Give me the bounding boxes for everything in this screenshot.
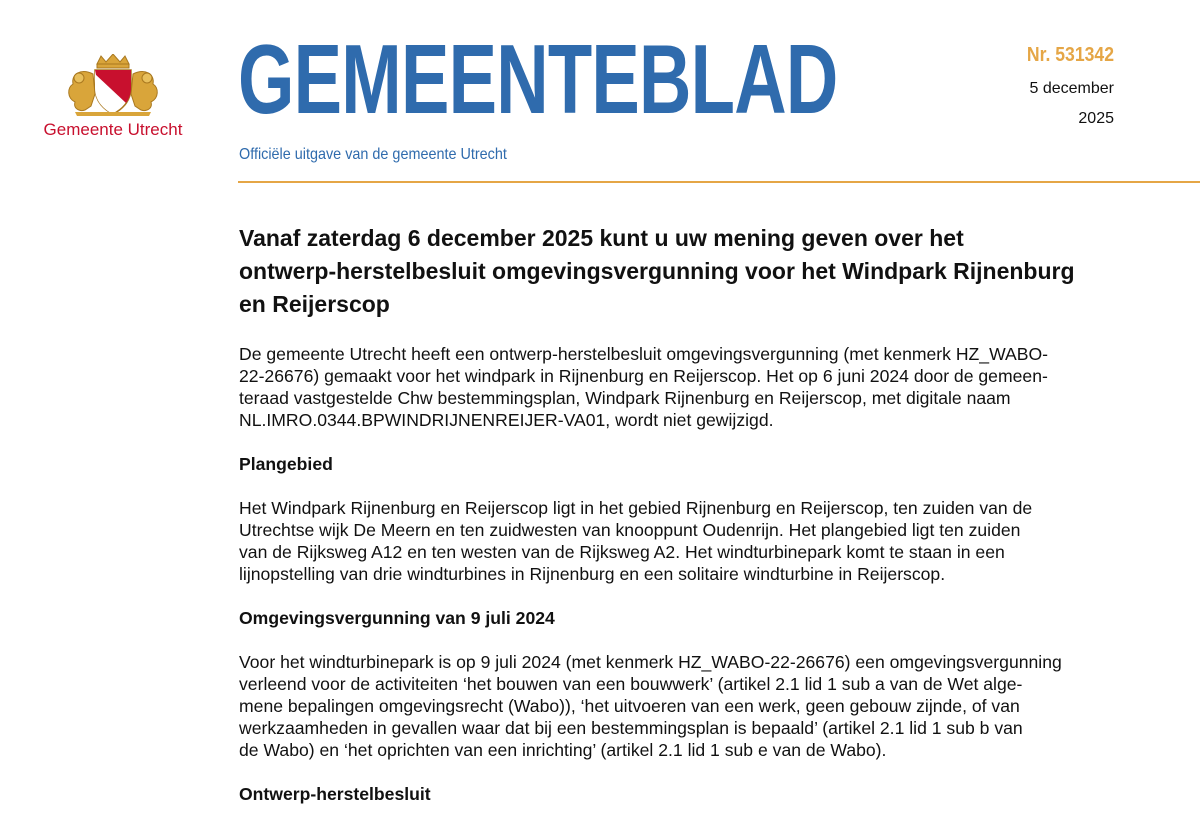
municipality-logo xyxy=(28,54,198,144)
masthead-subtitle: Officiële uitgave van de gemeente Utrecht xyxy=(239,146,507,163)
headline-line: en Reijerscop xyxy=(239,291,390,317)
section-heading-omgevingsvergunning: Omgevingsvergunning van 9 juli 2024 xyxy=(239,608,555,628)
paragraph-line: teraad vastgestelde Chw bestemmingsplan, Windpark Rijnenburg en Reijerscop, met digitale naam xyxy=(239,388,1011,408)
article-body xyxy=(239,222,1119,827)
headline-line: ontwerp-herstelbesluit omgevingsvergunning voor het Windpark Rijnenburg xyxy=(239,258,1075,284)
paragraph-line: Voor het windturbinepark is op 9 juli 2024 (met kenmerk HZ_WABO-22-26676) een omgevingsvergunning xyxy=(239,652,1062,672)
section-heading-plangebied: Plangebied xyxy=(239,454,333,474)
paragraph-line: Het Windpark Rijnenburg en Reijerscop ligt in het gebied Rijnenburg en Reijerscop, ten zuiden van de xyxy=(239,498,1033,518)
headline-line: Vanaf zaterdag 6 december 2025 kunt u uw mening geven over het xyxy=(239,225,964,251)
header-divider xyxy=(238,181,1200,183)
issue-number: Nr. 531342 xyxy=(1026,44,1114,66)
plangebied-paragraph xyxy=(239,497,1119,585)
paragraph-line: De gemeente Utrecht heeft een ontwerp-herstelbesluit omgevingsvergunning (met kenmerk HZ_WABO- xyxy=(239,344,1049,364)
omgevingsvergunning-paragraph xyxy=(239,651,1119,761)
paragraph-line: werkzaamheden in gevallen waar dat bij een bestemmingsplan is bepaald’ (artikel 2.1 lid 1 sub b van xyxy=(239,718,1023,738)
masthead-title: GEMEENTEBLAD xyxy=(238,24,838,134)
logo-text: Gemeente Utrecht xyxy=(43,120,183,139)
paragraph-line: NL.IMRO.0344.BPWINDRIJNENREIJER-VA01, wordt niet gewijzigd. xyxy=(239,410,774,430)
paragraph-line: lijnopstelling van drie windturbines in Rijnenburg en een solitaire windturbine in Reijerscop. xyxy=(239,564,946,584)
paragraph-line: de Wabo) en ‘het oprichten van een inrichting’ (artikel 2.1 lid 1 sub e van de Wabo). xyxy=(239,740,887,760)
paragraph-line: mene bepalingen omgevingsrecht (Wabo)), ‘het uitvoeren van een werk, geen gebouw zijnde, of van xyxy=(239,696,1020,716)
paragraph-line: Utrechtse wijk De Meern en ten zuidwesten van knooppunt Oudenrijn. Het plangebied ligt ten zuiden xyxy=(239,520,1021,540)
issue-year: 2025 xyxy=(1078,110,1114,127)
paragraph-line: van de Rijksweg A12 en ten westen van de Rijksweg A2. Het windturbinepark komt te staan in een xyxy=(239,542,1005,562)
issue-info xyxy=(1015,44,1114,128)
intro-paragraph xyxy=(239,343,1119,431)
paragraph-line: verleend voor de activiteiten ‘het bouwen van een bouwwerk’ (artikel 2.1 lid 1 sub a van de Wet alge- xyxy=(239,674,1023,694)
coat-of-arms-icon xyxy=(53,54,173,116)
issue-date: 5 december xyxy=(1029,80,1114,97)
section-heading-ontwerp-herstelbesluit: Ontwerp-herstelbesluit xyxy=(239,784,431,804)
article-headline xyxy=(239,222,1119,321)
paragraph-line: 22-26676) gemaakt voor het windpark in Rijnenburg en Reijerscop. Het op 6 juni 2024 door de gemeen- xyxy=(239,366,1048,386)
